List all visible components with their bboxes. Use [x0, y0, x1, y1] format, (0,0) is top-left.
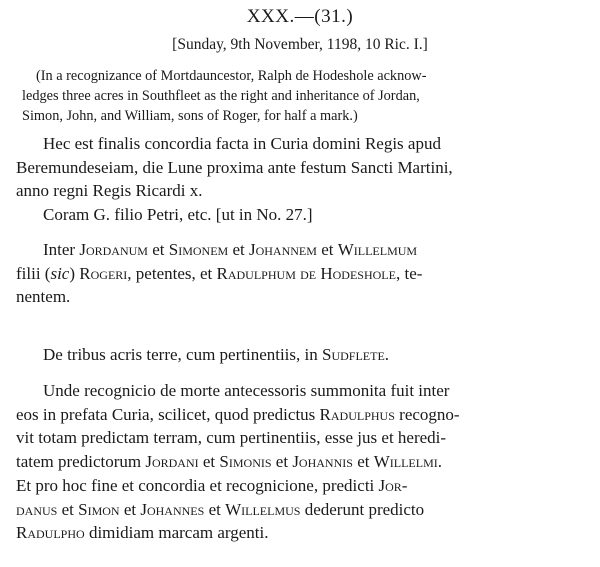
text-line: Beremundeseiam, die Lune proxima ante festum Sancti Martini, [16, 157, 453, 177]
word: et [202, 451, 216, 471]
party-name: Rogeri [79, 263, 128, 283]
word: Inter [43, 240, 76, 259]
text-line: anno regni Regis Ricardi x. [16, 181, 203, 200]
word: recogno- [399, 404, 460, 424]
word: dimidiam marcam argenti. [88, 523, 269, 542]
text-line [16, 474, 588, 498]
party-name: Johannem [248, 240, 317, 259]
text-line: nentem. [16, 287, 71, 306]
word: , te- [395, 263, 423, 283]
party-name: Simonem [168, 240, 229, 259]
word: ) [69, 263, 76, 283]
word: De tribus acris terre, cum pertinentiis, in [43, 345, 318, 364]
word: dederunt predicto [304, 499, 425, 519]
word: et [357, 451, 370, 471]
place-name: Sudflete [322, 345, 385, 364]
text-line [16, 498, 588, 522]
summary-line: Simon, John, and William, sons of Roger, for half a mark.) [22, 108, 358, 124]
paragraph-land [16, 343, 588, 367]
word: et [321, 240, 334, 259]
party-name: Johannes [140, 499, 205, 519]
word: et [208, 499, 221, 519]
party-name: Jordanum [79, 240, 148, 259]
party-name: danus [16, 499, 58, 519]
text-line: Hec est finalis concordia facta in Curia domini Regis apud [43, 134, 441, 153]
text-line [16, 262, 588, 286]
party-name: Radulpho [16, 523, 85, 542]
party-name: Johannis [292, 451, 353, 471]
paragraph-recognition [16, 379, 588, 473]
paragraph-parties [16, 238, 588, 309]
text-line [16, 403, 588, 427]
word: . [384, 345, 390, 364]
text-line [16, 343, 588, 367]
party-name: Radulphum de Hodeshole [216, 263, 396, 283]
summary-line: (In a recognizance of Mortdauncestor, Ralph de Hodeshole acknow- [36, 68, 427, 84]
text-line [16, 238, 588, 262]
word: et [152, 240, 165, 259]
word: et [275, 451, 289, 471]
party-name: Simon [78, 499, 120, 519]
sic-note: sic [50, 263, 70, 283]
word: tatem predictorum [16, 451, 142, 471]
entry-heading: XXX.—(31.) [246, 6, 354, 27]
word: . [437, 451, 442, 471]
text-line: vit totam predictam terram, cum pertinentiis, esse jus et heredi- [16, 428, 447, 447]
party-name: Radulphus [319, 404, 395, 424]
word: eos in prefata Curia, scilicet, quod predictus [16, 404, 316, 424]
summary-line: ledges three acres in Southfleet as the right and inheritance of Jordan, [22, 88, 420, 104]
text-line: Coram G. filio Petri, etc. [ut in No. 27.] [43, 205, 313, 224]
paragraph-coram [16, 203, 588, 227]
word: et [232, 240, 245, 259]
party-name: Willelmum [337, 240, 418, 259]
party-name: Simonis [219, 451, 272, 471]
text-line: Unde recognicio de morte antecessoris summonita fuit inter [43, 381, 450, 400]
word: filii ( [16, 263, 51, 283]
entry-date: [Sunday, 9th November, 1198, 10 Ric. I.] [172, 36, 428, 53]
party-name: Jordani [145, 451, 199, 471]
paragraph-concord [16, 132, 588, 203]
word: et [61, 499, 74, 519]
english-summary [22, 66, 588, 126]
text-line [16, 450, 588, 474]
word: Et pro hoc fine et concordia et recognicione, predicti [16, 476, 375, 495]
paragraph-payment [16, 474, 588, 545]
party-name: Jor- [378, 476, 408, 495]
word: et [123, 499, 137, 519]
word: , petentes, et [127, 263, 213, 283]
party-name: Willelmus [225, 499, 301, 519]
text-line [16, 521, 588, 545]
party-name: Willelmi [373, 451, 438, 471]
